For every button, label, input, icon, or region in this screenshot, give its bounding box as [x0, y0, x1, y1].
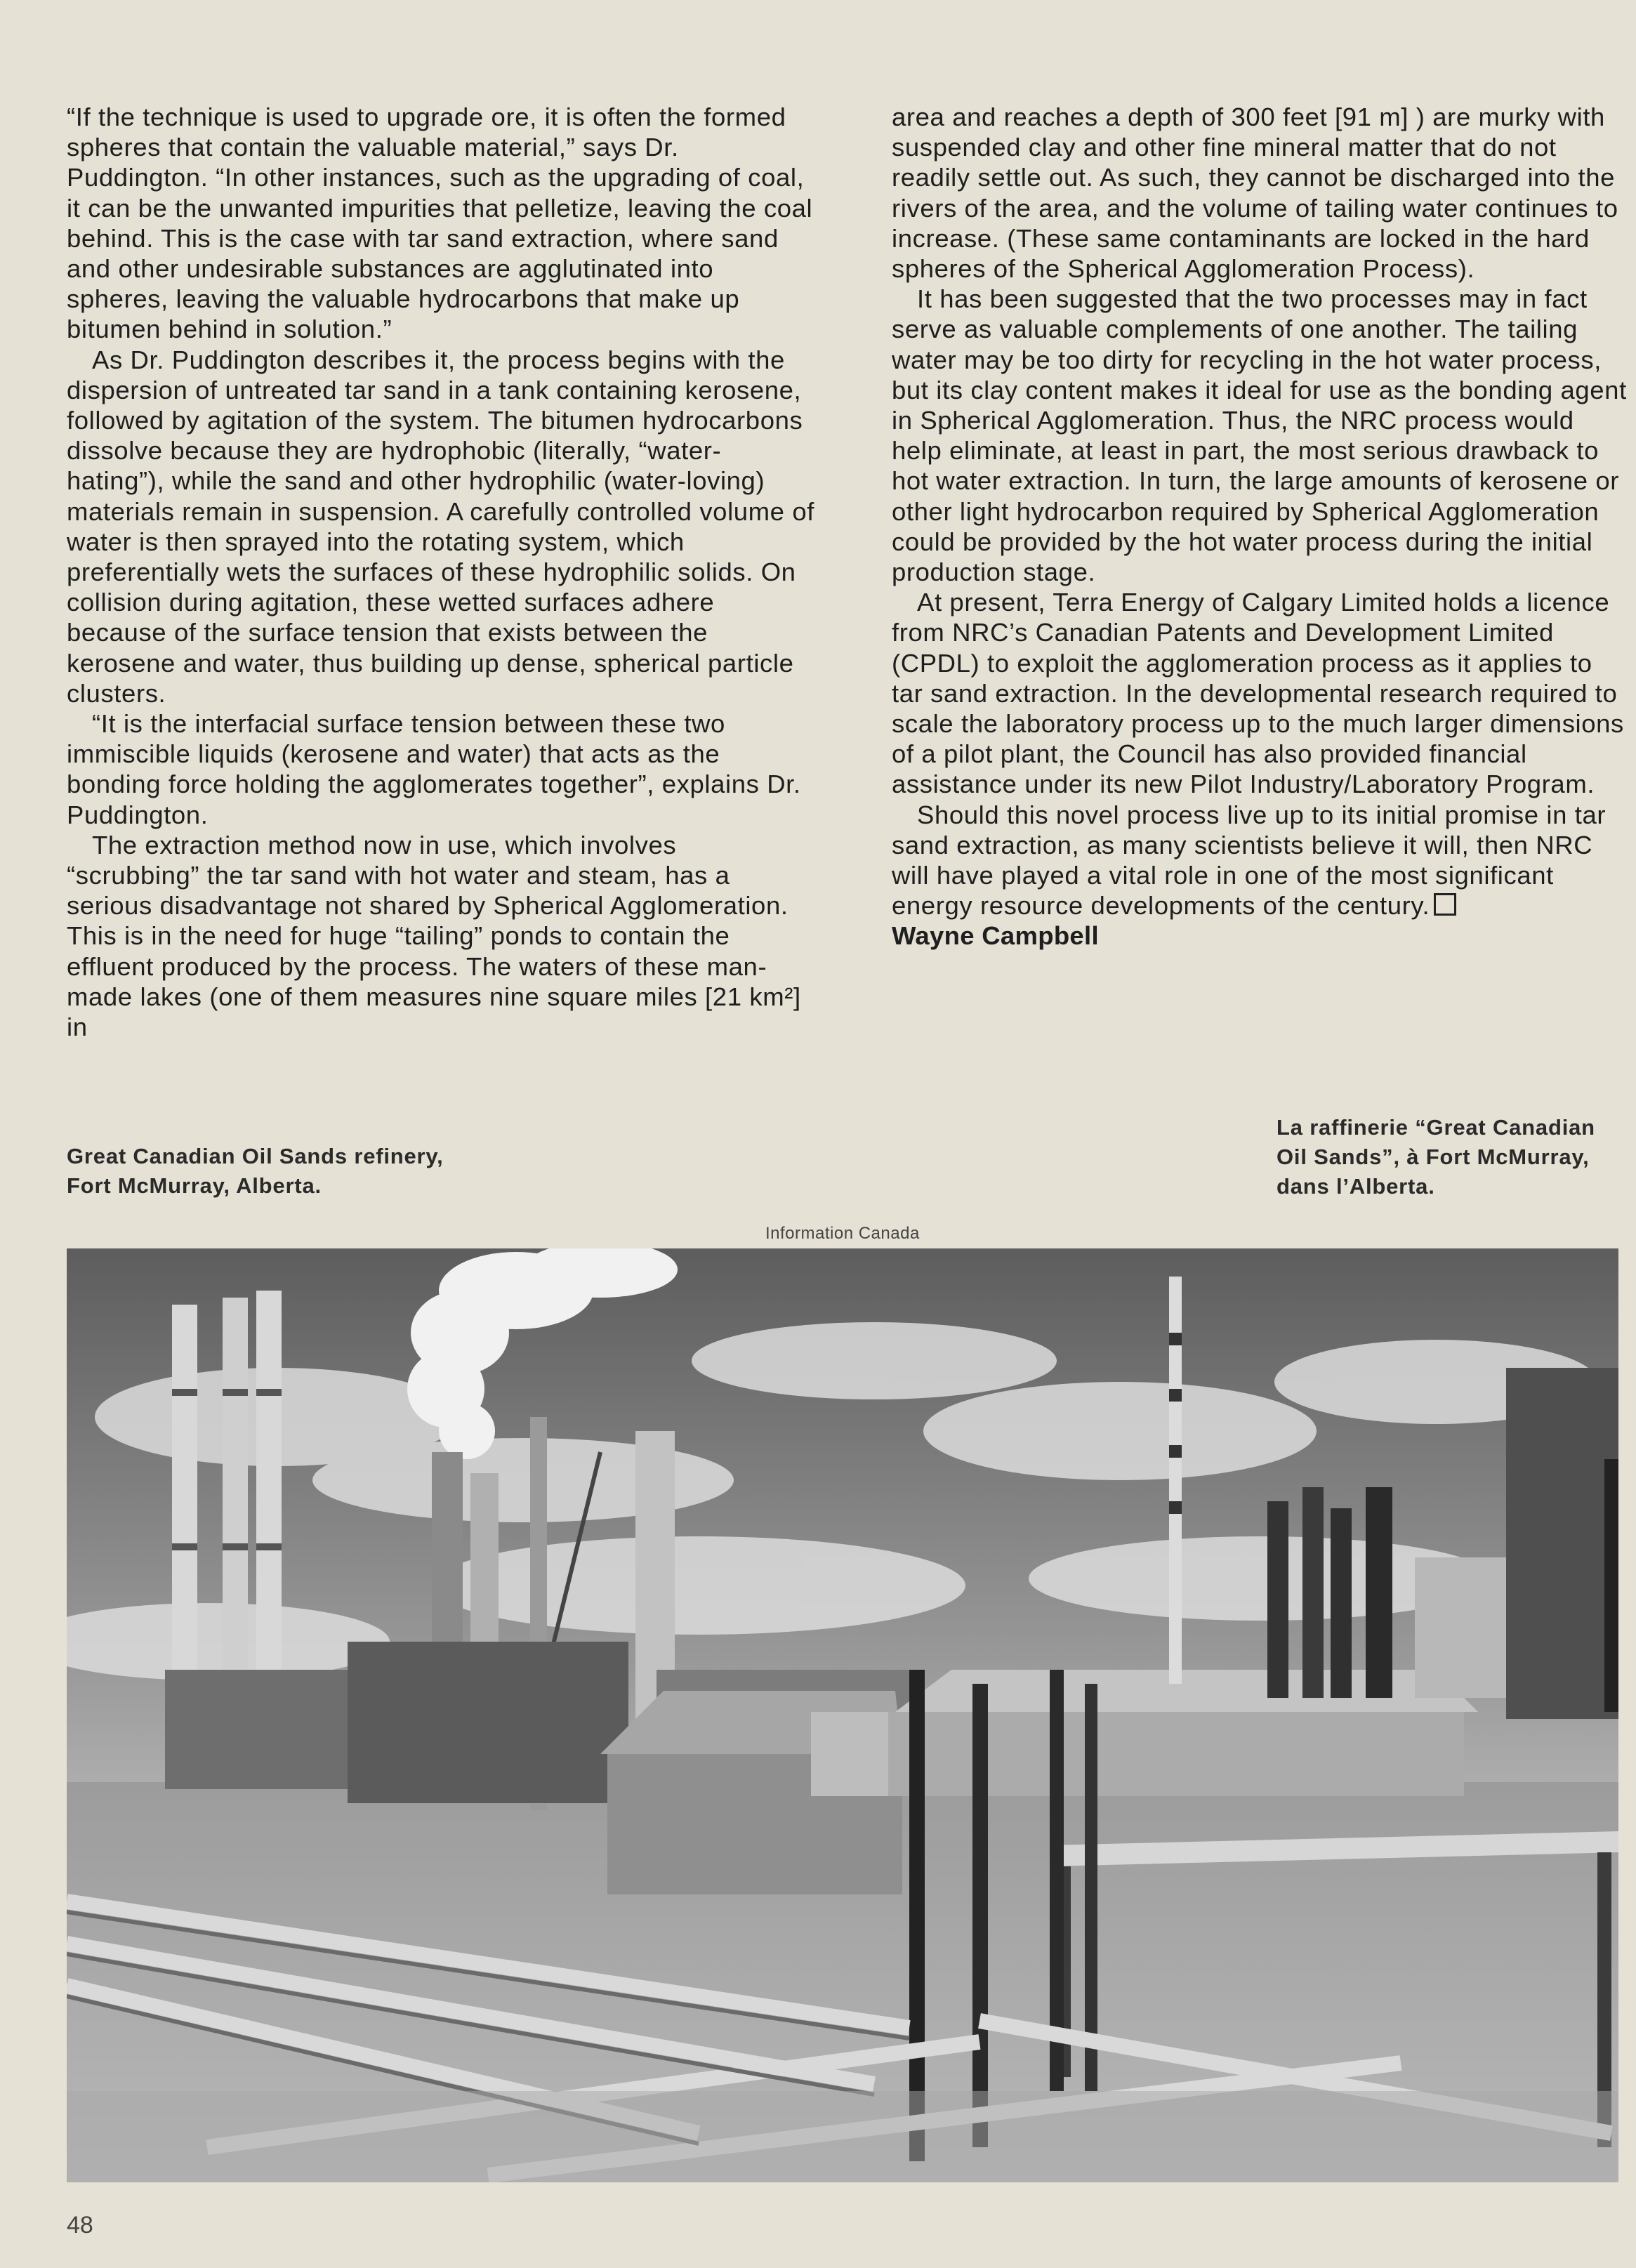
paragraph: The extraction method now in use, which involves “scrubbing” the tar sand with hot water and steam, has a serious disadvantage not shared by Spherical Agglomeration. This is in the need for huge “tailing” ponds to contain the effluent produced by the process. The waters of these man-made lakes (one of them measures nine square miles [21 km²] in — [67, 830, 801, 1042]
paragraph: As Dr. Puddington describes it, the process begins with the dispersion of untreated tar sand in a tank containing kerosene, followed by agitation of the system. The bitumen hydrocarbons dissolve because they are hydrophobic (literally, “water-hating”), while the sand and other hydrophilic (water-loving) materials remain in suspension. A carefully controlled volume of water is then sprayed into the rotating system, which preferentially wets the surfaces of these hydrophilic solids. On collision during agitation, these wetted surfaces adhere because of the surface tension that exists between the kerosene and water, thus building up dense, spherical particle clusters. — [67, 345, 814, 708]
article-left-column — [67, 102, 814, 1042]
photo-caption-french: La raffinerie “Great Canadian Oil Sands”, à Fort McMurray, dans l’Alberta. — [1277, 1115, 1595, 1199]
paragraph-text: Should this novel process live up to its initial promise in tar sand extraction, as many scientists believe it will, then NRC will have played a vital role in one of the most significant energy resource developments of the century. — [892, 800, 1607, 921]
paragraph: It has been suggested that the two processes may in fact serve as valuable complements of one another. The tailing water may be too dirty for recycling in the hot water process, but its clay content makes it ideal for use as the bonding agent in Spherical Agglomeration. Thus, the NRC process would help eliminate, at least in part, the most serious drawback to hot water extraction. In turn, the large amounts of kerosene or other light hydrocarbon required by Spherical Agglomeration could be provided by the hot water process during the initial production stage. — [892, 284, 1627, 587]
paragraph: At present, Terra Energy of Calgary Limited holds a licence from NRC’s Canadian Patents and Development Limited (CPDL) to exploit the agglomeration process as it applies to tar sand extraction. In the developmental research required to scale the laboratory process up to the much larger dimensions of a pilot plant, the Council has also provided financial assistance under its new Pilot Industry/Laboratory Program. — [892, 588, 1624, 799]
photo-credit: Information Canada — [765, 1224, 920, 1243]
article-right-column — [892, 102, 1629, 951]
paragraph: “If the technique is used to upgrade ore, it is often the formed spheres that contain the valuable material,” says Dr. Puddington. “In other instances, such as the upgrading of coal, it can be the unwanted impurities that pelletize, leaving the coal behind. This is the case with tar sand extraction, where sand and other undesirable substances are agglutinated into spheres, leaving the valuable hydrocarbons that make up bitumen behind in solution.” — [67, 103, 813, 344]
author-byline: Wayne Campbell — [892, 921, 1099, 951]
refinery-photo — [67, 1248, 1618, 2182]
paragraph: area and reaches a depth of 300 feet [91 m] ) are murky with suspended clay and other fine mineral matter that do not readily settle out. As such, they cannot be discharged into the rivers of the area, and the volume of tailing water continues to increase. (These same contaminants are locked in the hard spheres of the Spherical Agglomeration Process). — [892, 103, 1618, 284]
photo-caption-english: Great Canadian Oil Sands refinery, Fort McMurray, Alberta. — [67, 1144, 444, 1198]
paragraph: “It is the interfacial surface tension between these two immiscible liquids (kerosene and water) that acts as the bonding force holding the agglomerates together”, explains Dr. Puddington. — [67, 709, 801, 829]
page-number: 48 — [67, 2212, 93, 2239]
paragraph-final — [892, 800, 1629, 921]
end-mark-icon — [1434, 893, 1456, 916]
